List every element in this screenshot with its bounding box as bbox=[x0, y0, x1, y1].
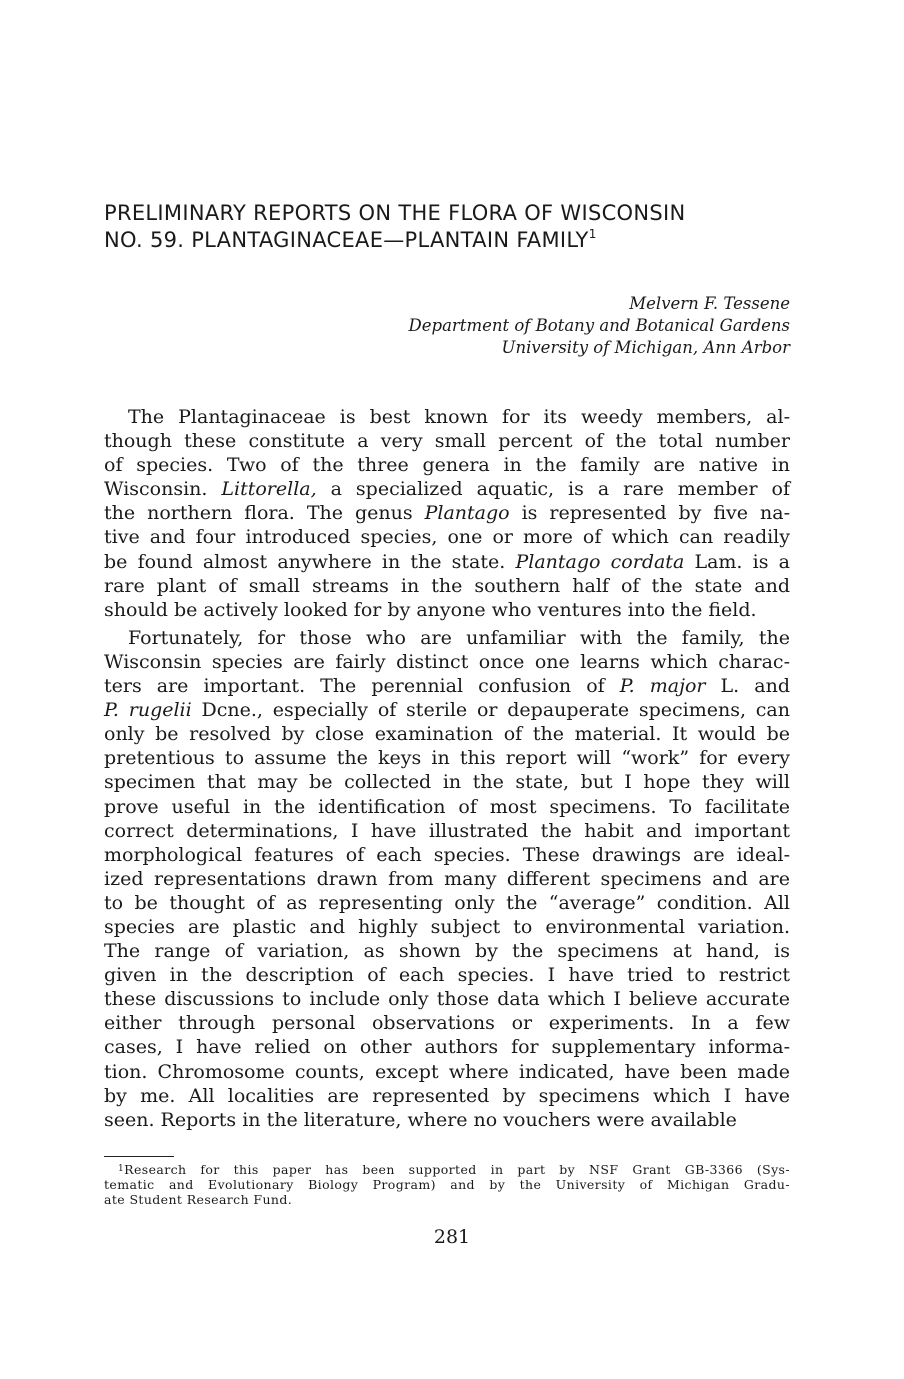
body-line: cases, I have relied on other authors for supplementary informa- bbox=[104, 1036, 790, 1059]
author-name: Melvern F. Tessene bbox=[629, 294, 790, 313]
body-line: The range of variation, as shown by the specimens at hand, is bbox=[104, 940, 790, 963]
body-line bbox=[104, 477, 790, 501]
body-line: specimen that may be collected in the state, but I hope they will bbox=[104, 771, 790, 794]
body-line: species are plastic and highly subject to environmental variation. bbox=[104, 915, 790, 938]
footnote-rule bbox=[104, 1156, 174, 1157]
body-text-segment: L. and bbox=[705, 675, 790, 698]
body-line: tion. Chromosome counts, except where indicated, have been made bbox=[104, 1060, 790, 1083]
article-title-line-2-text: NO. 59. PLANTAGINACEAE—PLANTAIN FAMILY bbox=[104, 228, 589, 252]
body-line: though these constitute a very small percent of the total number bbox=[104, 430, 790, 453]
author-department: Department of Botany and Botanical Gardens bbox=[408, 316, 790, 335]
body-line bbox=[104, 550, 790, 574]
body-line: these discussions to include only those data which I believe accurate bbox=[104, 988, 790, 1011]
body-line: morphological features of each species. These drawings are ideal- bbox=[104, 843, 790, 866]
italic-taxon: P. major bbox=[619, 675, 706, 698]
body-line: should be actively looked for by anyone who ventures into the field. bbox=[104, 598, 757, 621]
italic-taxon: Plantago bbox=[424, 502, 510, 525]
body-text-segment: the northern flora. The genus bbox=[104, 502, 425, 525]
body-line bbox=[104, 501, 790, 525]
title-footnote-marker: 1 bbox=[588, 227, 597, 241]
body-line: Fortunately, for those who are unfamiliar with the family, the bbox=[128, 626, 790, 649]
footnote-line-1 bbox=[104, 1162, 790, 1177]
footnote-line-2: tematic and Evolutionary Biology Program) and by the University of Michigan Gradu- bbox=[104, 1177, 790, 1192]
body-line: pretentious to assume the keys in this report will “work” for every bbox=[104, 747, 790, 770]
author-university: University of Michigan, Ann Arbor bbox=[501, 338, 790, 357]
body-line: ized representations drawn from many different specimens and are bbox=[104, 867, 790, 890]
paragraph-2 bbox=[104, 626, 790, 1132]
body-text-segment: a specialized aquatic, is a rare member of bbox=[316, 478, 790, 501]
body-line: tive and four introduced species, one or more of which can readily bbox=[104, 526, 790, 549]
article-body bbox=[104, 405, 790, 1132]
body-line: rare plant of small streams in the southern half of the state and bbox=[104, 574, 790, 597]
body-text-segment: Lam. is a bbox=[684, 550, 790, 573]
article-title bbox=[104, 200, 804, 254]
footnote-line-1-text: Research for this paper has been supported in part by NSF Grant GB-3366 (Sys- bbox=[124, 1162, 790, 1177]
italic-taxon: P. rugelii bbox=[104, 699, 192, 722]
body-text-segment: be found almost anywhere in the state. bbox=[104, 550, 516, 573]
body-line: The Plantaginaceae is best known for its weedy members, al- bbox=[128, 406, 790, 428]
body-line: by me. All localities are represented by specimens which I have bbox=[104, 1084, 790, 1107]
article-title-line-2 bbox=[104, 227, 804, 254]
author-byline bbox=[409, 293, 790, 359]
article-title-line-1: PRELIMINARY REPORTS ON THE FLORA OF WISCONSIN bbox=[104, 201, 686, 225]
body-line: seen. Reports in the literature, where no vouchers were available bbox=[104, 1108, 737, 1131]
body-line: prove useful in the identification of most specimens. To facilitate bbox=[104, 795, 790, 818]
footnote-marker: 1 bbox=[118, 1164, 125, 1174]
body-line: given in the description of each species. I have tried to restrict bbox=[104, 964, 790, 987]
page-number: 281 bbox=[433, 1226, 471, 1248]
body-text-segment: Dcne., especially of sterile or depauperate specimens, can bbox=[191, 699, 790, 722]
body-line: of species. Two of the three genera in the family are native in bbox=[104, 454, 790, 477]
paragraph-1 bbox=[104, 405, 790, 622]
italic-taxon: Plantago cordata bbox=[515, 550, 685, 573]
body-text-segment: Wisconsin. bbox=[104, 478, 222, 501]
body-line: Wisconsin species are fairly distinct once one learns which charac- bbox=[104, 650, 790, 673]
italic-taxon: Littorella, bbox=[221, 478, 317, 501]
body-line: either through personal observations or experiments. In a few bbox=[104, 1012, 790, 1035]
body-line: to be thought of as representing only the “average” condition. All bbox=[104, 891, 790, 914]
body-line bbox=[104, 674, 790, 698]
body-line bbox=[104, 698, 790, 722]
body-text-segment: is represented by five na- bbox=[509, 502, 790, 525]
body-line: only be resolved by close examination of the material. It would be bbox=[104, 723, 790, 746]
footnote bbox=[104, 1162, 790, 1207]
body-text-segment: ters are important. The perennial confusion of bbox=[104, 675, 620, 698]
body-line: correct determinations, I have illustrated the habit and important bbox=[104, 819, 790, 842]
footnote-line-3: ate Student Research Fund. bbox=[104, 1192, 293, 1207]
